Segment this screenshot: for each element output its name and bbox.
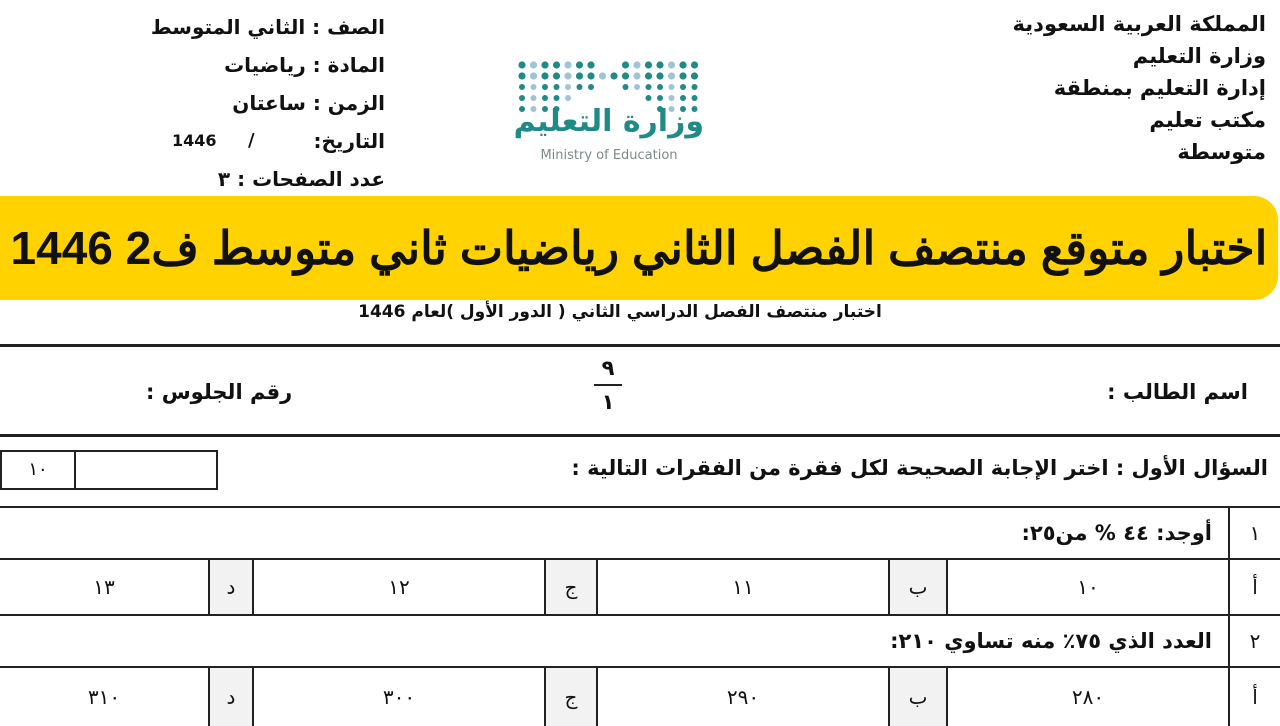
exam-subtitle: اختبار منتصف الفصل الدراسي الثاني ( الدور الأول )لعام 1446: [358, 302, 882, 322]
question-text: العدد الذي ٧٥٪ منه تساوي ٢١٠:: [890, 629, 1212, 653]
question-row: [0, 506, 1280, 558]
cell-divider: [252, 560, 254, 614]
logo-dot: [542, 95, 548, 101]
logo-dot: [588, 84, 594, 90]
date-row: [120, 122, 385, 160]
option-letter: ب: [890, 560, 946, 614]
logo-dot: [599, 72, 606, 79]
question-row: [0, 614, 1280, 666]
cell-divider: [888, 560, 890, 614]
logo-english-text: Ministry of Education: [540, 148, 678, 163]
question-number: ١: [1249, 521, 1261, 545]
seat-number-label: رقم الجلوس :: [146, 380, 293, 404]
option-letter: ج: [546, 560, 596, 614]
logo-dot: [657, 95, 663, 101]
logo-dot: [577, 84, 583, 90]
question-number: ٢: [1249, 629, 1261, 653]
logo-dot: [565, 84, 571, 90]
student-name-label: اسم الطالب :: [1107, 380, 1248, 404]
logo-dot: [669, 84, 675, 90]
logo-dot: [633, 72, 640, 79]
subject-label: المادة : رياضيات: [224, 53, 385, 77]
date-slash: /: [248, 130, 255, 151]
option-value[interactable]: ٢٩٠: [726, 685, 760, 709]
logo-dot: [541, 72, 548, 79]
cell-divider: [1228, 508, 1230, 558]
logo-dot: [646, 95, 652, 101]
logo-dot: [692, 84, 698, 90]
options-row: [0, 666, 1280, 726]
option-letter: د: [210, 560, 252, 614]
school-label: متوسطة: [1177, 140, 1266, 164]
logo-dot: [656, 72, 663, 79]
score-divider: [74, 452, 76, 488]
option-value[interactable]: ٣٠٠: [382, 685, 416, 709]
option-value[interactable]: ٣١٠: [87, 685, 121, 709]
ministry-label: وزارة التعليم: [1132, 44, 1266, 68]
logo-dot: [623, 84, 629, 90]
score-box: [0, 450, 218, 490]
banner-title: اختبار متوقع منتصف الفصل الثاني رياضيات ثاني متوسط ف2 1446: [10, 222, 1268, 274]
logo-dot: [646, 84, 652, 90]
logo-dot: [622, 72, 629, 79]
logo-dot: [679, 61, 686, 68]
logo-dot: [680, 84, 686, 90]
fraction-top: ٩: [601, 356, 615, 380]
logo-dot: [692, 95, 698, 101]
logo-dot: [519, 84, 525, 90]
logo-dot: [668, 72, 675, 79]
logo-dot: [530, 72, 537, 79]
cell-divider: [946, 560, 948, 614]
cell-divider: [596, 668, 598, 726]
kingdom-label: المملكة العربية السعودية: [1012, 12, 1266, 36]
logo-dot: [541, 61, 548, 68]
option-value[interactable]: ١٠: [1077, 575, 1099, 599]
row-letter: أ: [1252, 685, 1258, 709]
cell-divider: [1228, 560, 1230, 614]
logo-dot: [519, 95, 525, 101]
logo-dot: [530, 61, 537, 68]
divider: [0, 344, 1280, 347]
logo-dot: [634, 84, 640, 90]
logo-dot: [656, 61, 663, 68]
page-fraction: [590, 356, 626, 414]
question-text: أوجد: ٤٤ % من٢٥:: [1021, 521, 1212, 545]
row-letter: أ: [1252, 575, 1258, 599]
logo-dot: [622, 61, 629, 68]
option-value[interactable]: ١٢: [388, 575, 410, 599]
score-value: ١٠: [28, 459, 48, 480]
grade-label: الصف : الثاني المتوسط: [150, 15, 385, 39]
logo-dot: [518, 72, 525, 79]
logo-dot: [564, 61, 571, 68]
logo-dot: [576, 61, 583, 68]
logo-dot: [668, 61, 675, 68]
option-letter: ج: [546, 668, 596, 726]
options-row: [0, 558, 1280, 614]
option-letter: د: [210, 668, 252, 726]
logo-dot: [576, 72, 583, 79]
logo-arabic-text: وزارة التعليم: [513, 104, 704, 139]
cell-divider: [946, 668, 948, 726]
fraction-bar: [594, 384, 622, 386]
cell-divider: [888, 668, 890, 726]
divider: [0, 434, 1280, 437]
logo-dot: [645, 61, 652, 68]
cell-divider: [208, 560, 210, 614]
logo-dot: [645, 72, 652, 79]
region-label: إدارة التعليم بمنطقة: [1053, 76, 1266, 100]
logo-dot: [554, 95, 560, 101]
logo-dot: [633, 61, 640, 68]
date-year: 1446: [172, 131, 217, 150]
fraction-bottom: ١: [601, 390, 615, 414]
logo-dot: [669, 95, 675, 101]
logo-dot: [587, 72, 594, 79]
option-value[interactable]: ١٣: [93, 575, 115, 599]
cell-divider: [544, 668, 546, 726]
logo-dot: [542, 84, 548, 90]
logo-dot: [554, 84, 560, 90]
logo-dot: [691, 61, 698, 68]
logo-dot: [679, 72, 686, 79]
exam-info: [120, 8, 385, 198]
logo-dot: [565, 95, 571, 101]
logo-dot: [680, 95, 686, 101]
date-label: التاريخ:: [313, 129, 385, 153]
time-label: الزمن : ساعتان: [232, 91, 385, 115]
option-value[interactable]: ١١: [732, 575, 754, 599]
logo-dot: [564, 72, 571, 79]
logo-dot: [553, 61, 560, 68]
logo-dot: [691, 72, 698, 79]
cell-divider: [208, 668, 210, 726]
logo-dot: [587, 61, 594, 68]
logo-dot: [518, 61, 525, 68]
logo-dot: [657, 84, 663, 90]
cell-divider: [1228, 668, 1230, 726]
option-value[interactable]: ٢٨٠: [1071, 685, 1105, 709]
logo-dot: [610, 72, 617, 79]
logo-dot: [531, 84, 537, 90]
school-header: [936, 8, 1266, 168]
option-letter: ب: [890, 668, 946, 726]
office-label: مكتب تعليم: [1149, 108, 1266, 132]
cell-divider: [252, 668, 254, 726]
title-banner: [0, 196, 1278, 300]
cell-divider: [544, 560, 546, 614]
cell-divider: [1228, 616, 1230, 666]
cell-divider: [596, 560, 598, 614]
logo-dot: [553, 72, 560, 79]
logo-dot: [531, 95, 537, 101]
section-title: السؤال الأول : اختر الإجابة الصحيحة لكل فقرة من الفقرات التالية :: [571, 456, 1268, 480]
pages-label: عدد الصفحات : ٣: [217, 167, 385, 191]
